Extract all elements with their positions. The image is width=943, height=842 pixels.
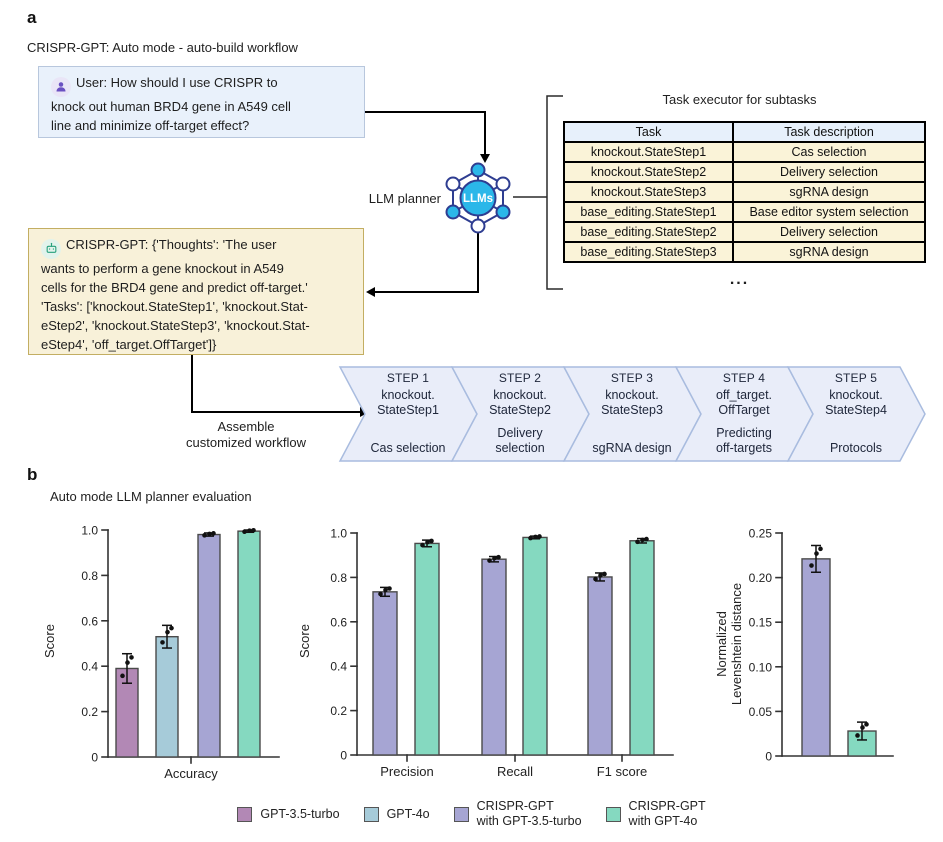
arrow-planner-to-response [373, 233, 478, 292]
y-tick-label: 0.10 [748, 660, 772, 675]
robot-icon [41, 239, 61, 259]
y-tick-label: 0 [340, 748, 347, 763]
y-tick-label: 1.0 [330, 526, 347, 541]
legend-swatch [237, 807, 252, 822]
task-table [563, 121, 926, 263]
y-tick-label: 0.8 [81, 568, 98, 583]
step-description: selection [495, 441, 545, 455]
data-point [492, 556, 497, 561]
data-point [129, 655, 134, 660]
task-executor-title: Task executor for subtasks [662, 92, 817, 107]
arrowhead-down-icon [480, 154, 490, 163]
data-point [818, 547, 823, 552]
step-task-id: knockout. [605, 388, 659, 402]
legend-label: CRISPR-GPT with GPT-3.5-turbo [476, 799, 582, 828]
data-point [387, 586, 392, 591]
table-cell: sgRNA design [733, 242, 925, 262]
data-point [251, 528, 256, 533]
panel-a-label: a [27, 8, 37, 27]
step-task-id: OffTarget [718, 403, 770, 417]
task-table-container [563, 121, 926, 263]
legend-item [364, 807, 430, 822]
step-description: off-targets [715, 441, 773, 455]
workflow-step [692, 371, 796, 456]
step-description: Cas selection [370, 441, 446, 455]
panel-b-label: b [27, 465, 38, 484]
data-point [169, 626, 174, 631]
table-cell: base_editing.StateStep1 [564, 202, 733, 222]
step-task-id: knockout. [829, 388, 883, 402]
step-number: STEP 3 [610, 371, 654, 385]
y-tick-label: 0.25 [748, 526, 772, 541]
step-number: STEP 1 [386, 371, 430, 385]
table-ellipsis: ... [729, 271, 750, 288]
table-row [564, 182, 925, 202]
bar [802, 559, 830, 756]
step-description: Predicting [716, 426, 772, 440]
assistant-message-line: eStep2', 'knockout.StateStep3', 'knockout.Stat- [41, 317, 310, 333]
y-tick-label: 0.4 [330, 659, 347, 674]
table-cell: knockout.StateStep1 [564, 142, 733, 162]
bar [198, 535, 220, 757]
assistant-message-line: wants to perform a gene knockout in A549 [41, 260, 284, 276]
workflow-step [356, 371, 460, 456]
table-cell: sgRNA design [733, 182, 925, 202]
panel-b-title: Auto mode LLM planner evaluation [50, 489, 252, 504]
y-tick-label: 0.4 [81, 659, 98, 674]
legend-label: GPT-4o [386, 806, 430, 821]
data-point [420, 543, 425, 548]
llm-icon-label: LLMs [462, 193, 494, 205]
step-task-id: knockout. [493, 388, 547, 402]
table-row [564, 162, 925, 182]
assistant-message-line: eStep4', 'off_target.OffTarget']} [41, 336, 217, 352]
y-tick-label: 0.6 [330, 615, 347, 630]
data-point [378, 592, 383, 597]
bar [588, 577, 612, 755]
arrow-assemble-workflow [192, 354, 361, 412]
legend-swatch [454, 807, 469, 822]
assistant-message-box [28, 228, 364, 355]
workflow-step [468, 371, 572, 456]
legend-item [237, 807, 339, 822]
llm-planner-label: LLM planner [368, 191, 441, 206]
user-message-line: line and minimize off-target effect? [51, 118, 250, 133]
bar-chart [714, 527, 893, 764]
table-row [564, 242, 925, 262]
data-point [211, 531, 216, 536]
data-point [602, 572, 607, 577]
step-task-id: StateStep2 [489, 403, 551, 417]
x-category-label: Accuracy [164, 766, 218, 781]
data-point [864, 722, 869, 727]
user-message-line [51, 73, 356, 97]
y-tick-label: 0.2 [81, 705, 98, 720]
bar [156, 637, 178, 757]
data-point [425, 540, 430, 545]
data-point [640, 538, 645, 543]
data-point [383, 588, 388, 593]
user-message-line: knock out human BRD4 gene in A549 cell [51, 99, 291, 114]
y-tick-label: 0.20 [748, 571, 772, 586]
panel-a-title: CRISPR-GPT: Auto mode - auto-build workflow [27, 40, 298, 55]
table-cell: base_editing.StateStep2 [564, 222, 733, 242]
data-point [528, 536, 533, 541]
data-point [855, 733, 860, 738]
legend-swatch [606, 807, 621, 822]
bar-chart [42, 524, 279, 782]
arrow-user-to-planner [365, 112, 485, 155]
legend-label: CRISPR-GPT with GPT-4o [628, 799, 706, 828]
step-description: Protocols [829, 441, 883, 455]
x-category-label: Precision [380, 764, 434, 779]
bar-chart [297, 527, 673, 780]
table-row [564, 142, 925, 162]
data-point [809, 563, 814, 568]
y-tick-label: 0 [91, 750, 98, 765]
y-tick-label: 0.15 [748, 615, 772, 630]
data-point [860, 725, 865, 730]
table-cell: knockout.StateStep2 [564, 162, 733, 182]
y-axis-label: Score [297, 624, 312, 658]
legend-item [454, 799, 582, 829]
y-tick-label: 0.2 [330, 704, 347, 719]
table-row [564, 202, 925, 222]
user-message-box [38, 66, 365, 138]
table-cell: Cas selection [733, 142, 925, 162]
x-category-label: Recall [496, 764, 534, 779]
bar [523, 537, 547, 755]
data-point [429, 539, 434, 544]
workflow-step [804, 371, 908, 456]
chart-legend [0, 799, 943, 829]
step-number: STEP 4 [722, 371, 766, 385]
data-point [593, 577, 598, 582]
data-point [598, 573, 603, 578]
data-point [537, 534, 542, 539]
table-cell: Delivery selection [733, 222, 925, 242]
data-point [165, 630, 170, 635]
data-point [207, 532, 212, 537]
table-cell: knockout.StateStep3 [564, 182, 733, 202]
y-tick-label: 1.0 [81, 523, 98, 538]
arrowhead-left-icon [366, 287, 375, 297]
data-point [644, 537, 649, 542]
y-tick-label: 0 [765, 749, 772, 764]
x-category-label: F1 score [596, 764, 648, 779]
assistant-message-text: CRISPR-GPT: {'Thoughts': 'The user [66, 237, 277, 252]
table-header-cell: Task description [733, 122, 925, 142]
assistant-message-line: 'Tasks': ['knockout.StateStep1', 'knockout.Stat- [41, 298, 308, 314]
data-point [814, 551, 819, 556]
step-task-id: off_target. [715, 388, 773, 402]
data-point [202, 533, 207, 538]
y-tick-label: 0.8 [330, 570, 347, 585]
bar [238, 531, 260, 757]
step-description: sgRNA design [592, 441, 672, 455]
step-number: STEP 5 [834, 371, 878, 385]
data-point [247, 528, 252, 533]
legend-label: GPT-3.5-turbo [260, 806, 340, 821]
assemble-workflow-label: Assemble customized workflow [186, 419, 306, 450]
assistant-message-line [41, 235, 355, 259]
y-axis-label: Levenshtein distance [729, 582, 744, 706]
data-point [487, 558, 492, 563]
table-row [564, 222, 925, 242]
y-tick-label: 0.6 [81, 614, 98, 629]
table-header-row [564, 122, 925, 142]
data-point [496, 555, 501, 560]
bar [415, 543, 439, 755]
data-point [242, 529, 247, 534]
workflow-step [580, 371, 684, 456]
assistant-message-line: cells for the BRD4 gene and predict off-target.' [41, 279, 308, 295]
user-message-text: User: How should I use CRISPR to [76, 75, 278, 90]
table-cell: Base editor system selection [733, 202, 925, 222]
bar [630, 541, 654, 755]
llm-network-icon [447, 164, 510, 233]
step-task-id: StateStep3 [601, 403, 663, 417]
task-bracket [547, 96, 563, 289]
step-description: Delivery [497, 426, 543, 440]
y-axis-label: Score [42, 624, 57, 658]
y-axis-label: Normalized [714, 611, 729, 677]
data-point [635, 540, 640, 545]
step-number: STEP 2 [498, 371, 542, 385]
y-tick-label: 0.05 [748, 704, 772, 719]
data-point [125, 660, 130, 665]
step-task-id: StateStep1 [377, 403, 439, 417]
legend-swatch [364, 807, 379, 822]
step-task-id: knockout. [381, 388, 435, 402]
bar [373, 592, 397, 755]
step-task-id: StateStep4 [825, 403, 887, 417]
bar [482, 559, 506, 755]
table-cell: Delivery selection [733, 162, 925, 182]
table-header-cell: Task [564, 122, 733, 142]
user-icon [51, 77, 71, 97]
legend-item [606, 799, 706, 829]
data-point [120, 674, 125, 679]
data-point [533, 535, 538, 540]
table-cell: base_editing.StateStep3 [564, 242, 733, 262]
data-point [160, 640, 165, 645]
